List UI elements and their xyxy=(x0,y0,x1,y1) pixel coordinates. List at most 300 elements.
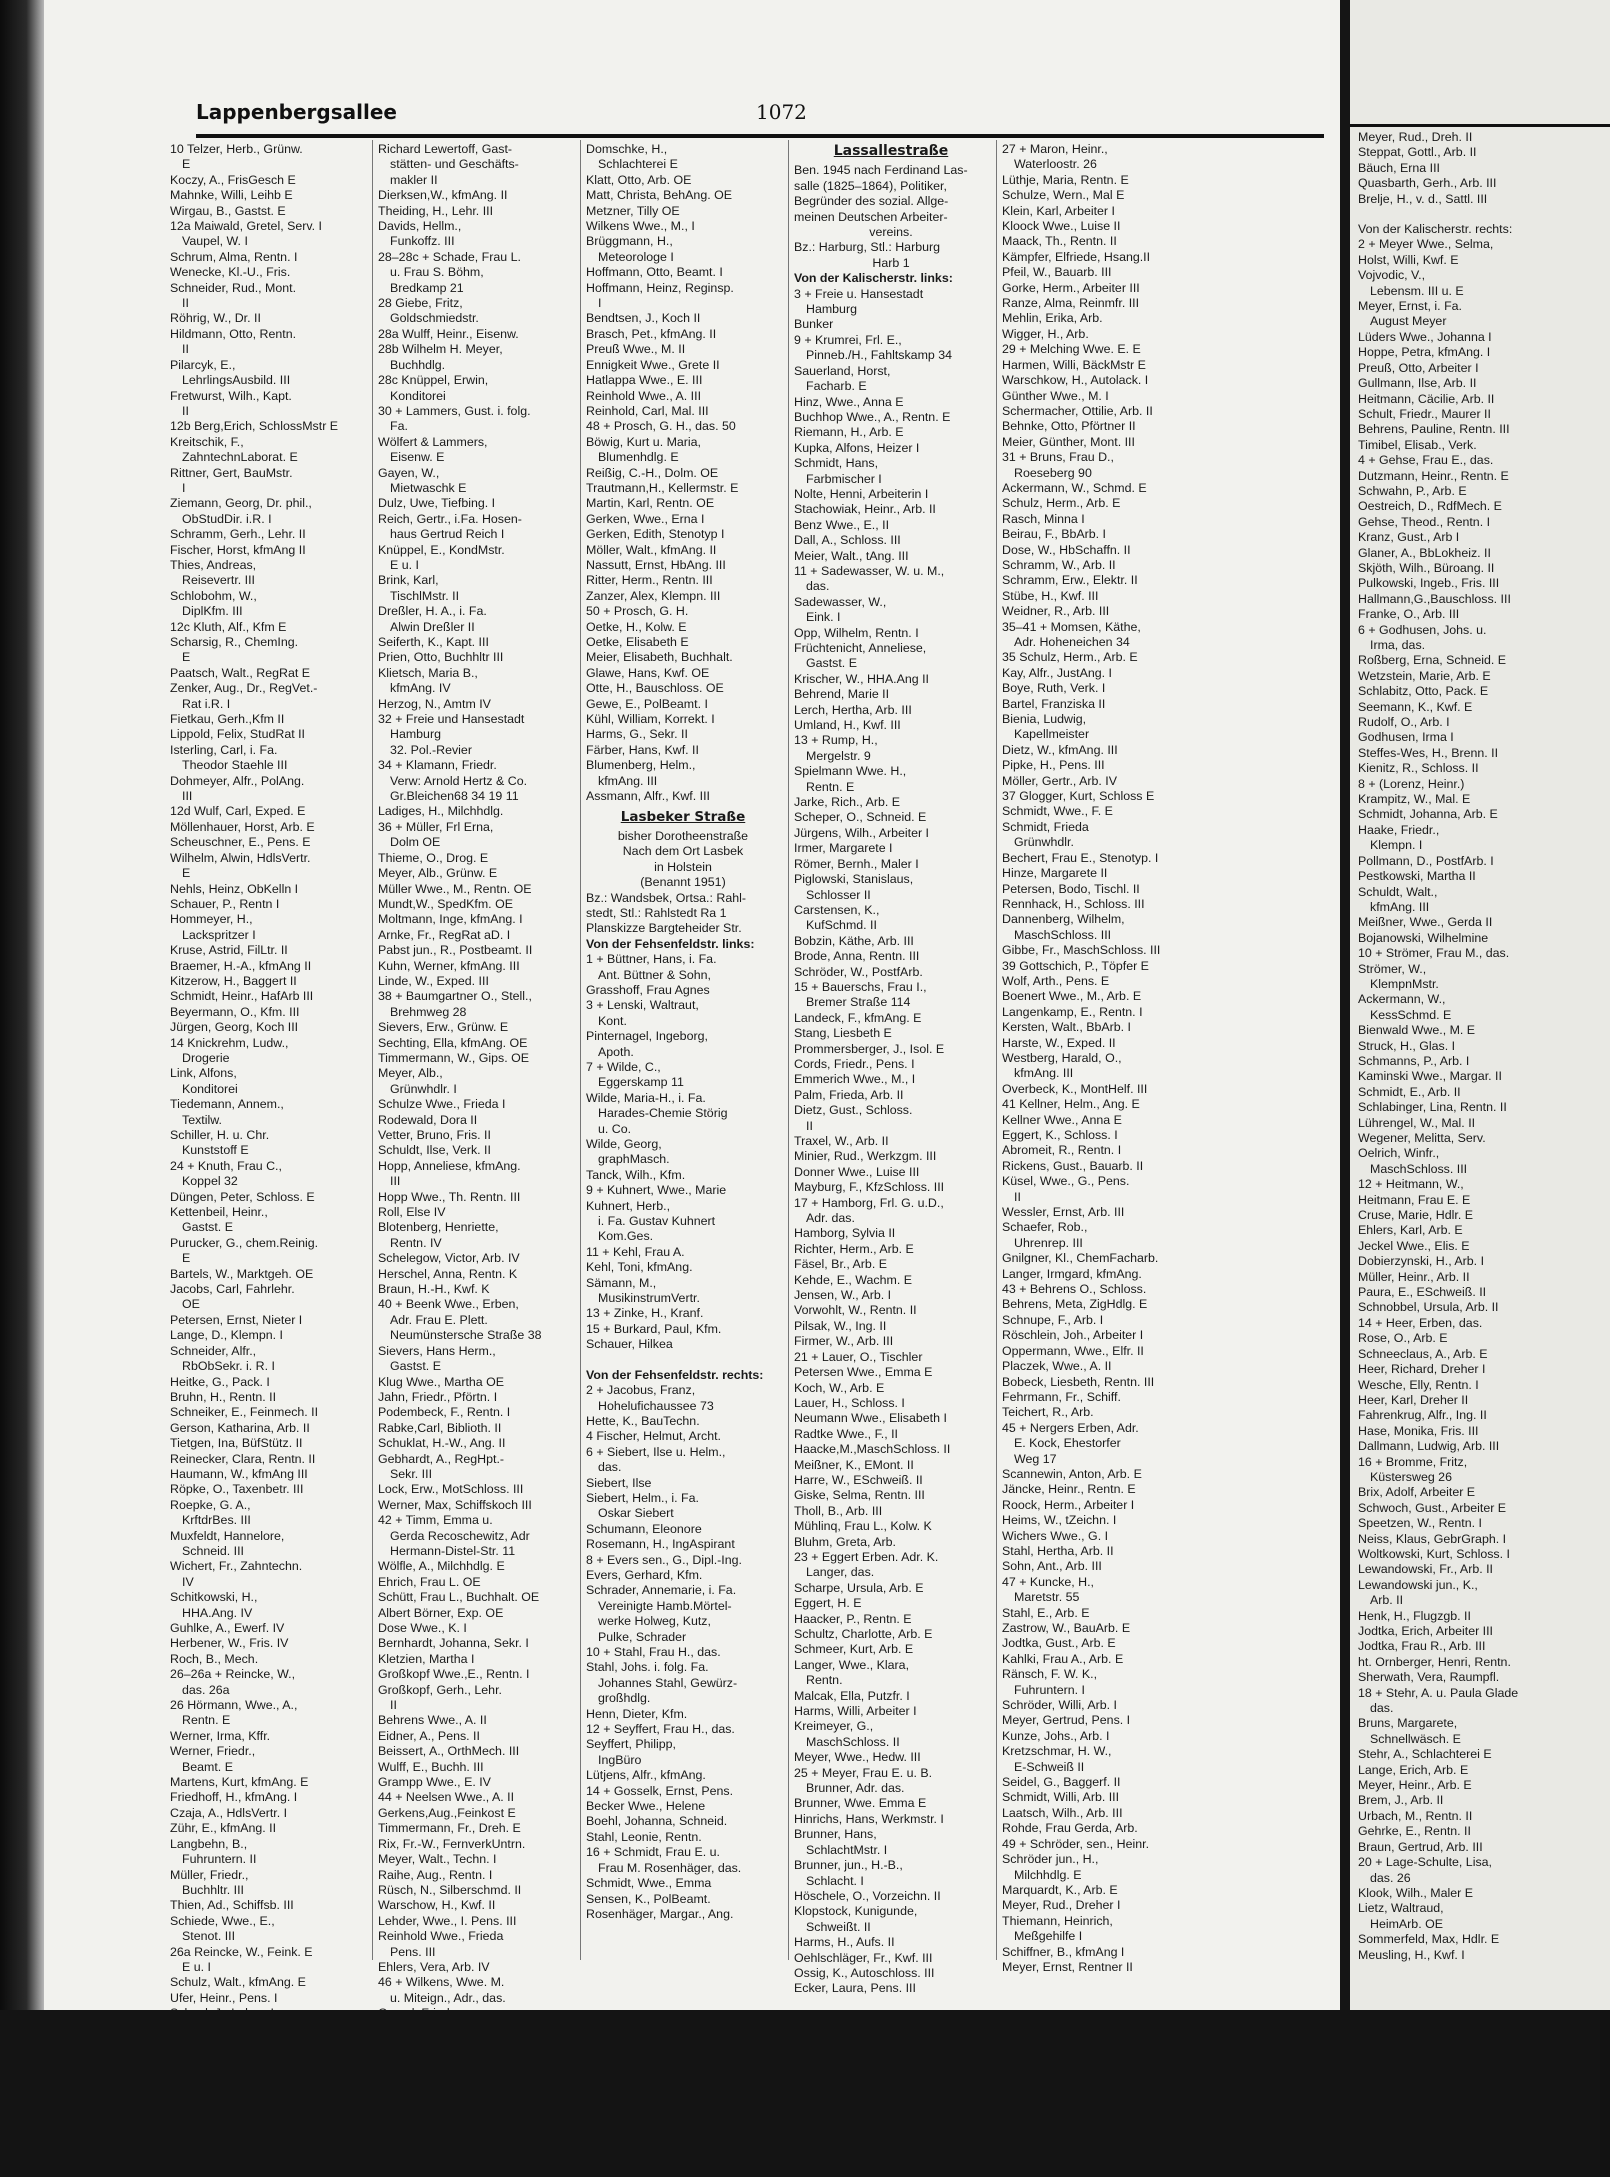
directory-entry-line: Buchhdlg. xyxy=(390,357,446,372)
directory-entry-line: Linde, W., Exped. III xyxy=(378,973,489,988)
directory-entry-line: Röpke, O., Taxenbetr. III xyxy=(170,1482,304,1497)
directory-entry-line: 18 + Stehr, A. u. Paula Glade xyxy=(1358,1685,1519,1700)
directory-entry-line: Ennigkeit Wwe., Grete II xyxy=(586,357,720,372)
directory-entry-line: Brehmweg 28 xyxy=(390,1004,467,1019)
directory-entry-line: großhdlg. xyxy=(598,1691,651,1706)
directory-entry-line: Roepke, G. A., xyxy=(170,1497,251,1512)
directory-entry-line: Hopp, Anneliese, kfmAng. xyxy=(378,1158,521,1173)
directory-entry-line: SchlachtMstr. I xyxy=(806,1842,888,1857)
directory-entry-line: Lewandowski jun., K., xyxy=(1358,1577,1478,1592)
directory-entry-line: Dose Wwe., K. I xyxy=(378,1621,467,1635)
directory-entry-line: Werner, Friedr., xyxy=(170,1744,256,1759)
directory-entry-line: 3 + Lenski, Waltraut, xyxy=(586,998,699,1013)
directory-entry-line: 4 + Gehse, Frau E., das. xyxy=(1358,453,1494,468)
directory-entry-line: 16 + Schmidt, Frau E. u. xyxy=(586,1845,720,1860)
directory-entry-line: Laatsch, Wilh., Arb. III xyxy=(1002,1805,1123,1820)
directory-entry-line: u. Miteign., Adr., das. xyxy=(390,1990,506,2005)
directory-entry-line: Sohn, Ant., Arb. III xyxy=(1002,1559,1102,1574)
directory-entry-line: Teichert, R., Arb. xyxy=(1002,1405,1094,1420)
directory-entry-line: 6 + Godhusen, Johs. u. xyxy=(1358,622,1487,637)
directory-entry-line: Gastst. E xyxy=(806,656,857,671)
directory-entry-line: Mergelstr. 9 xyxy=(806,748,871,763)
directory-entry-line: Grünwhdlr. xyxy=(1014,835,1074,850)
directory-entry-line: Brix, Adolf, Arbeiter E xyxy=(1358,1485,1476,1500)
directory-entry-line: MaschSchloss. III xyxy=(1014,927,1112,942)
directory-entry-line: Metzner, Tilly OE xyxy=(586,203,680,218)
directory-entry-line: Hildmann, Otto, Rentn. xyxy=(170,326,297,341)
directory-entry-line: 28b Wilhelm H. Meyer, xyxy=(378,342,503,357)
directory-entry-line: Kont. xyxy=(598,1013,627,1028)
directory-entry-line: Fischer, Horst, kfmAng II xyxy=(170,542,306,557)
directory-entry-line: Richter, Herm., Arb. E xyxy=(794,1241,914,1256)
header-street-name: Lappenbergsallee xyxy=(196,100,397,124)
directory-entry-line: Sadewasser, W., xyxy=(794,594,887,609)
directory-entry-line: Kranz, Gust., Arb I xyxy=(1358,530,1460,545)
directory-entry-line: Grünwhdlr. I xyxy=(390,1081,457,1096)
directory-entry-line: KlempnMstr. xyxy=(1370,976,1439,991)
directory-entry-line: Haacker, P., Rentn. E xyxy=(794,1611,912,1626)
directory-entry-line: LehrlingsAusbild. III xyxy=(182,373,291,388)
directory-entry-line: 38 + Baumgartner O., Stell., xyxy=(378,989,532,1004)
directory-entry-line: Meyer, Wwe., Hedw. III xyxy=(794,1750,921,1765)
column-divider xyxy=(788,140,789,1960)
directory-entry-line: 46 + Wilkens, Wwe. M. xyxy=(378,1975,505,1990)
directory-entry-line: DiplKfm. III xyxy=(182,604,243,619)
directory-entry-line: Klietsch, Maria B., xyxy=(378,665,478,680)
directory-entry-line: Schmidt, Hans, xyxy=(794,456,879,471)
directory-entry-line: Emmerich Wwe., M., I xyxy=(794,1072,916,1087)
directory-entry-line: Frau M. Rosenhäger, das. xyxy=(598,1860,742,1875)
directory-entry-line: Langbehn, B., xyxy=(170,1836,248,1851)
directory-entry-line: Kreimeyer, G., xyxy=(794,1719,874,1734)
directory-entry-line: Langenkamp, E., Rentn. I xyxy=(1002,1004,1143,1019)
directory-entry-line: Röhrig, W., Dr. II xyxy=(170,311,261,326)
directory-entry-line: Irmer, Margarete I xyxy=(794,841,893,856)
directory-entry-line: Carstensen, K., xyxy=(794,902,880,917)
directory-entry-line: 14 + Heer, Erben, das. xyxy=(1358,1315,1483,1330)
directory-entry-line: Timibel, Elisab., Verk. xyxy=(1358,437,1477,452)
directory-entry-line: Ladiges, H., Milchhdlg. xyxy=(378,804,504,819)
directory-entry-line: Dannenberg, Wilhelm, xyxy=(1002,912,1125,927)
directory-entry-line: Rentn. xyxy=(806,1673,843,1688)
directory-entry-line: Sommerfeld, Max, Hdlr. E xyxy=(1358,1932,1500,1947)
directory-entry-line: Grampp Wwe., E. IV xyxy=(378,1775,491,1790)
directory-entry-line: Lackspritzer I xyxy=(182,927,256,942)
directory-entry-line: Beyermann, O., Kfm. III xyxy=(170,1004,300,1019)
directory-entry-line: ht. Ornberger, Henri, Rentn. xyxy=(1358,1654,1511,1669)
directory-entry-line: Warschow, H., Kwf. II xyxy=(378,1898,496,1913)
directory-entry-line: Sievers, Erw., Grünw. E xyxy=(378,1020,509,1035)
directory-entry-line: Hette, K., BauTechn. xyxy=(586,1413,700,1428)
directory-entry-line: I xyxy=(598,296,602,311)
directory-entry-line: Wilde, Georg, xyxy=(586,1137,662,1151)
directory-entry-line: Nolte, Henni, Arbeiterin I xyxy=(794,486,929,501)
directory-entry-line xyxy=(586,1353,780,1368)
directory-entry-line: 7 + Wilde, C., xyxy=(586,1059,661,1074)
directory-entry-line: Gerken, Edith, Stenotyp I xyxy=(586,527,725,542)
directory-entry-line: Meyer, Ernst, i. Fa. xyxy=(1358,299,1462,314)
directory-entry-line: 30 + Lammers, Gust. i. folg. xyxy=(378,403,531,418)
directory-entry-line: Albert Börner, Exp. OE xyxy=(378,1605,504,1620)
directory-entry-line: Schröder jun., H., xyxy=(1002,1852,1099,1867)
directory-entry-line: Jürgen, Georg, Koch III xyxy=(170,1020,299,1035)
directory-entry-line: Hoppe, Petra, kfmAng. I xyxy=(1358,345,1491,360)
directory-entry-line: Stahl, Hertha, Arb. II xyxy=(1002,1543,1114,1558)
directory-entry-line: Adr. Frau E. Plett. xyxy=(390,1312,488,1327)
directory-entry-line: Kunze, Johs., Arb. I xyxy=(1002,1728,1110,1743)
directory-entry-line: vereins. xyxy=(869,225,913,240)
directory-entry-line: Fuhruntern. II xyxy=(182,1852,257,1867)
directory-entry-line: Apoth. xyxy=(598,1044,634,1059)
directory-entry-line: Lehder, Wwe., I. Pens. III xyxy=(378,1913,517,1928)
directory-entry-line: Dolm OE xyxy=(390,835,441,850)
directory-entry-line: Gebhardt, A., RegHpt.- xyxy=(378,1451,505,1466)
directory-entry-line: Pipke, H., Pens. III xyxy=(1002,758,1105,773)
directory-entry-line: Rickens, Gust., Bauarb. II xyxy=(1002,1158,1144,1173)
directory-entry-line: HeimArb. OE xyxy=(1370,1916,1443,1931)
directory-entry-line: Schramm, Gerh., Lehr. II xyxy=(170,527,306,542)
directory-entry-line: Brelje, H., v. d., Sattl. III xyxy=(1358,191,1488,206)
directory-entry-line: Harades-Chemie Störig xyxy=(598,1106,728,1121)
directory-entry-line: Vetter, Bruno, Fris. II xyxy=(378,1128,491,1142)
directory-entry-line: Schneider, Rud., Mont. xyxy=(170,280,297,295)
directory-entry-line: Stahl, Johs. i. folg. Fa. xyxy=(586,1660,709,1675)
directory-entry-line: Schwahn, P., Arb. E xyxy=(1358,483,1467,498)
directory-entry-line: 14 + Gosselk, Ernst, Pens. xyxy=(586,1783,734,1798)
directory-entry-line: Schiede, Wwe., E., xyxy=(170,1913,275,1928)
directory-entry-line: Küsel, Wwe., G., Pens. xyxy=(1002,1174,1130,1189)
directory-entry-line: Pinneb./H., Fahltskamp 34 xyxy=(806,348,953,363)
directory-entry-line: Ziemann, Georg, Dr. phil., xyxy=(170,496,312,511)
directory-entry-line: Moltmann, Inge, kfmAng. I xyxy=(378,912,523,927)
directory-entry-line: Sensen, K., PolBeamt. xyxy=(586,1891,711,1906)
column-divider xyxy=(580,140,581,1960)
directory-entry-line: Dietz, Gust., Schloss. xyxy=(794,1103,913,1118)
directory-entry-line: Dierksen,W., kfmAng. II xyxy=(378,188,508,203)
directory-entry-line: Schuklat, H.-W., Ang. II xyxy=(378,1436,506,1451)
directory-entry-line: Donner Wwe., Luise III xyxy=(794,1164,920,1179)
directory-entry-line: Piglowski, Stanislaus, xyxy=(794,872,914,887)
directory-entry-line: Meyer, Ernst, Rentner II xyxy=(1002,1959,1133,1974)
directory-entry-line: Fehrmann, Fr., Schiff. xyxy=(1002,1389,1121,1404)
directory-entry-line: Kloock Wwe., Luise II xyxy=(1002,219,1121,234)
directory-entry-line: Großkopf Wwe.,E., Rentn. I xyxy=(378,1667,530,1682)
directory-entry-line: Schneiker, E., Feinmech. II xyxy=(170,1405,319,1420)
directory-entry-line: Schmidt, E., Arb. II xyxy=(1358,1084,1461,1099)
directory-entry-line: Arb. II xyxy=(1370,1593,1404,1608)
directory-entry-line: Müller, Heinr., Arb. II xyxy=(1358,1269,1470,1284)
directory-entry-line: Wölfert & Lammers, xyxy=(378,434,488,449)
directory-entry-line: RbObSekr. i. R. I xyxy=(182,1359,275,1374)
directory-column-1 xyxy=(170,142,364,2005)
directory-entry-line: MaschSchloss. III xyxy=(1370,1161,1468,1176)
directory-entry-line: salle (1825–1864), Politiker, xyxy=(794,178,947,193)
header-page-number: 1072 xyxy=(756,100,807,124)
directory-entry-line: Schwoch, Gust., Arbeiter E xyxy=(1358,1500,1507,1515)
directory-entry-line: E u. I xyxy=(182,1959,211,1974)
directory-entry-line: 35 Schulz, Herm., Arb. E xyxy=(1002,650,1138,665)
directory-entry-line: Brunner, Wwe. Emma E xyxy=(794,1796,927,1811)
directory-entry-line: 9 + Krumrei, Frl. E., xyxy=(794,332,902,347)
directory-entry-line: Konditorei xyxy=(390,388,446,403)
directory-entry-line: Thien, Ad., Schiffsb. III xyxy=(170,1898,294,1913)
directory-entry-line: III xyxy=(182,789,193,804)
directory-entry-line: 10 + Strömer, Frau M., das. xyxy=(1358,946,1510,961)
directory-entry-line: Kehde, E., Wachm. E xyxy=(794,1272,912,1287)
directory-entry-line: Oskar Siebert xyxy=(598,1506,674,1521)
directory-entry-line: Vorwohlt, W., Rentn. II xyxy=(794,1303,917,1318)
directory-entry-line: Schmeer, Kurt, Arb. E xyxy=(794,1642,914,1657)
directory-entry-line: Färber, Hans, Kwf. II xyxy=(586,742,699,757)
directory-entry-line: E xyxy=(182,157,191,172)
next-page-column xyxy=(1358,130,1598,1970)
directory-entry-line: Koppel 32 xyxy=(182,1174,238,1189)
directory-entry-line: II xyxy=(182,403,189,418)
directory-entry-line: Kletzien, Martha I xyxy=(378,1651,475,1666)
directory-entry-line: Ant. Büttner & Sohn, xyxy=(598,967,711,982)
directory-entry-line: Rix, Fr.-W., FernverkUntrn. xyxy=(378,1836,526,1851)
directory-entry-line: Kahlki, Frau A., Arb. E xyxy=(1002,1651,1124,1666)
directory-entry-line: Klook, Wilh., Maler E xyxy=(1358,1885,1473,1900)
directory-entry-line: Stenot. III xyxy=(182,1929,236,1944)
directory-entry-line: Pinternagel, Ingeborg, xyxy=(586,1029,708,1044)
directory-entry-line: Rentn. E xyxy=(806,779,855,794)
directory-entry-line: makler II xyxy=(390,172,438,187)
directory-entry-line: Rudolf, O., Arb. I xyxy=(1358,715,1450,730)
directory-entry-line: Müller Wwe., M., Rentn. OE xyxy=(378,881,532,896)
scan-dark-bottom xyxy=(0,2010,1600,2177)
directory-entry-line: 4 Fischer, Helmut, Archt. xyxy=(586,1429,721,1444)
directory-entry-line: Tietgen, Ina, BüfStütz. II xyxy=(170,1436,303,1451)
directory-entry-line: Schmidt, Wwe., Emma xyxy=(586,1876,712,1891)
directory-entry-line: Petersen, Ernst, Nieter I xyxy=(170,1312,303,1327)
directory-entry-line: Heer, Karl, Dreher II xyxy=(1358,1392,1469,1407)
directory-entry-line: Dreßler, H. A., i. Fa. xyxy=(378,604,487,619)
directory-entry-line: Von der Kalischerstr. links: xyxy=(794,271,953,286)
directory-entry-line: 44 + Neelsen Wwe., A. II xyxy=(378,1790,515,1805)
directory-entry-line: Purucker, G., chem.Reinig. xyxy=(170,1235,319,1250)
directory-entry-line: Kunststoff E xyxy=(182,1143,249,1158)
directory-entry-line: 48 + Prosch, G. H., das. 50 xyxy=(586,419,736,434)
directory-entry-line: Opp, Wilhelm, Rentn. I xyxy=(794,625,919,640)
directory-entry-line: Dohmeyer, Alfr., PolAng. xyxy=(170,773,305,788)
directory-entry-line: August Meyer xyxy=(1370,314,1447,329)
directory-entry-line: Meßgehilfe I xyxy=(1014,1929,1083,1944)
directory-entry-line: Oehlschläger, Fr., Kwf. III xyxy=(794,1950,933,1965)
directory-entry-line: Schumann, Eleonore xyxy=(586,1521,702,1536)
directory-entry-line: Lippold, Felix, StudRat II xyxy=(170,727,305,742)
directory-entry-line: Theodor Staehle III xyxy=(182,758,288,773)
directory-entry-line: Reinhold, Carl, Mal. III xyxy=(586,403,709,418)
directory-entry-line: Beamt. E xyxy=(182,1759,233,1774)
directory-entry-line: Wetzstein, Marie, Arb. E xyxy=(1358,668,1491,683)
directory-entry-line: Landeck, F., kfmAng. E xyxy=(794,1010,922,1025)
directory-entry-line: Maretstr. 55 xyxy=(1014,1590,1080,1605)
directory-entry-line: Umland, H., Kwf. III xyxy=(794,718,901,733)
directory-entry-line: Müller, Friedr., xyxy=(170,1867,249,1882)
directory-entry-line: Lüthje, Maria, Rentn. E xyxy=(1002,172,1129,187)
directory-entry-line: 26–26a + Reincke, W., xyxy=(170,1667,296,1682)
directory-entry-line: Friedhoff, H., kfmAng. I xyxy=(170,1790,298,1805)
directory-entry-line: Begründer des sozial. Allge- xyxy=(794,194,949,209)
directory-entry-line: Bechert, Frau E., Stenotyp. I xyxy=(1002,850,1159,865)
directory-entry-line: Seemann, K., Kwf. E xyxy=(1358,699,1473,714)
directory-entry-line: Meyer, Gertrud, Pens. I xyxy=(1002,1713,1131,1728)
directory-entry-line: Pfeil, W., Bauarb. III xyxy=(1002,265,1112,280)
directory-entry-line: E-Schweiß II xyxy=(1014,1759,1085,1774)
directory-entry-line: 49 + Schröder, sen., Heinr. xyxy=(1002,1836,1150,1851)
directory-entry-line: Schweißt. II xyxy=(806,1919,871,1934)
directory-entry-line: Wulff, E., Buchh. III xyxy=(378,1759,484,1774)
directory-entry-line: Wenecke, Kl.-U., Fris. xyxy=(170,265,291,280)
directory-entry-line: Rentn. IV xyxy=(390,1235,442,1250)
directory-entry-line: Brüggmann, H., xyxy=(586,234,673,249)
directory-entry-line: Harmen, Willi, BäckMstr E xyxy=(1002,357,1146,372)
directory-entry-line: Lebensm. III u. E xyxy=(1370,283,1464,298)
directory-entry-line: 32 + Freie und Hansestadt xyxy=(378,712,525,727)
directory-entry-line: Werner, Max, Schiffskoch III xyxy=(378,1497,532,1512)
directory-entry-line: stedt, Stl.: Rahlstedt Ra 1 xyxy=(586,905,727,920)
directory-entry-line: Seidel, G., Baggerf. II xyxy=(1002,1775,1121,1790)
directory-entry-line: 13 + Rump, H., xyxy=(794,733,878,748)
directory-entry-line: Behrens, Pauline, Rentn. III xyxy=(1358,422,1510,437)
directory-entry-line: Kämpfer, Elfriede, Hsang.II xyxy=(1002,249,1151,264)
directory-entry-line: Holst, Willi, Kwf. E xyxy=(1358,252,1459,267)
directory-entry-line: Schlosser II xyxy=(806,887,871,902)
next-page-fragment xyxy=(1340,0,1610,2010)
directory-entry-line: Zanzer, Alex, Klempn. III xyxy=(586,588,721,603)
directory-entry-line: Lerch, Hertha, Arb. III xyxy=(794,702,912,717)
directory-entry-line: Krampitz, W., Mal. E xyxy=(1358,792,1471,807)
directory-entry-line: Harb 1 xyxy=(872,255,910,270)
directory-entry-line: II xyxy=(1014,1189,1021,1204)
directory-entry-line: Schneid. III xyxy=(182,1543,244,1558)
directory-entry-line: 20 + Lage-Schulte, Lisa, xyxy=(1358,1855,1492,1870)
directory-entry-line: Jacobs, Carl, Fahrlehr. xyxy=(170,1282,295,1297)
directory-entry-line: Oestreich, D., RdfMech. E xyxy=(1358,499,1502,514)
directory-entry-line: Hallmann,G.,Bauschloss. III xyxy=(1358,591,1511,606)
directory-entry-line: Möller, Gertr., Arb. IV xyxy=(1002,773,1117,788)
directory-entry-line: Kühl, William, Korrekt. I xyxy=(586,712,715,727)
directory-entry-line: Placzek, Wwe., A. II xyxy=(1002,1359,1112,1374)
directory-entry-line: Koczy, A., FrisGesch E xyxy=(170,172,296,187)
directory-entry-line: Martin, Karl, Rentn. OE xyxy=(586,496,715,511)
directory-entry-line: Kehl, Toni, kfmAng. xyxy=(586,1260,693,1275)
directory-entry-line: Oetke, Elisabeth E xyxy=(586,635,689,649)
directory-entry-line: Petersen Wwe., Emma E xyxy=(794,1365,933,1380)
directory-entry-line: Schnupe, F., Arb. I xyxy=(1002,1312,1104,1327)
directory-entry-line: 24 + Knuth, Frau C., xyxy=(170,1158,282,1173)
directory-entry-line: Otte, H., Bauschloss. OE xyxy=(586,681,724,696)
directory-entry-line: 28–28c + Schade, Frau L. xyxy=(378,249,521,264)
page-header xyxy=(196,100,1324,138)
directory-entry-line: 8 + (Lorenz, Heinr.) xyxy=(1358,776,1465,791)
directory-entry-line: Scharpe, Ursula, Arb. E xyxy=(794,1580,924,1595)
directory-entry-line: Thiemann, Heinrich, xyxy=(1002,1913,1113,1928)
directory-entry-line: Harms, H., Aufs. II xyxy=(794,1935,895,1950)
directory-entry-line: Ehlers, Vera, Arb. IV xyxy=(378,1959,490,1974)
directory-entry-line: Braun, Gertrud, Arb. III xyxy=(1358,1839,1483,1854)
directory-entry-line: Ränsch, F. W. K., xyxy=(1002,1667,1098,1682)
directory-entry-line: Muxfeldt, Hannelore, xyxy=(170,1528,285,1543)
directory-entry-line: Oppermann, Wwe., Elfr. II xyxy=(1002,1343,1144,1358)
directory-entry-line: I xyxy=(182,480,186,495)
directory-entry-line: Thieme, O., Drog. E xyxy=(378,850,489,865)
directory-entry-line: 47 + Kuncke, H., xyxy=(1002,1574,1094,1589)
directory-entry-line: Oetke, H., Kolw. E xyxy=(586,619,687,634)
directory-entry-line: Bz.: Harburg, Stl.: Harburg xyxy=(794,240,940,255)
directory-entry-line: Raihe, Aug., Rentn. I xyxy=(378,1867,493,1882)
directory-entry-line: Ehrich, Frau L. OE xyxy=(378,1574,481,1589)
directory-entry-line: Gerson, Katharina, Arb. II xyxy=(170,1420,310,1435)
directory-entry-line: Haacke,M.,MaschSchloss. II xyxy=(794,1442,951,1457)
directory-entry-line: Traxel, W., Arb. II xyxy=(794,1134,889,1148)
directory-entry-line: Behrens, Meta, ZigHdlg. E xyxy=(1002,1297,1148,1312)
directory-entry-line: 16 + Bromme, Fritz, xyxy=(1358,1454,1468,1469)
directory-entry-line: Ehlers, Karl, Arb. E xyxy=(1358,1223,1463,1238)
directory-entry-line: Prommersberger, J., Isol. E xyxy=(794,1041,945,1056)
directory-entry-line: Pestkowski, Martha II xyxy=(1358,869,1476,884)
directory-entry-line: Facharb. E xyxy=(806,379,867,394)
directory-entry-line: Sherwath, Vera, Raumpfl. xyxy=(1358,1670,1500,1685)
directory-entry-line: Ranze, Alma, Reinmfr. III xyxy=(1002,296,1140,311)
directory-entry-line: Roock, Herm., Arbeiter I xyxy=(1002,1497,1135,1512)
directory-entry-line: Theiding, H., Lehr. III xyxy=(378,203,494,218)
directory-entry-line: Kay, Alfr., JustAng. I xyxy=(1002,665,1112,680)
directory-entry-line: Bruhn, H., Rentn. II xyxy=(170,1389,277,1404)
directory-column-4 xyxy=(794,142,988,1996)
directory-entry-line: u. Frau S. Böhm, xyxy=(390,265,484,280)
directory-entry-line: Werner, Irma, Kffr. xyxy=(170,1728,271,1743)
directory-entry-line: Eisenw. E xyxy=(390,450,445,465)
directory-entry-line: Hinz, Wwe., Anna E xyxy=(794,394,904,409)
directory-entry-line: Wichers Wwe., G. I xyxy=(1002,1528,1109,1543)
directory-entry-line: Dose, W., HbSchaffn. II xyxy=(1002,542,1131,557)
directory-entry-line: 12a Maiwald, Gretel, Serv. I xyxy=(170,219,322,234)
directory-entry-line: Mietwaschk E xyxy=(390,480,467,495)
directory-entry-line: 36 + Müller, Frl Erna, xyxy=(378,819,494,834)
directory-entry-line: Czaja, A., HdlsVertr. I xyxy=(170,1805,288,1820)
directory-entry-line: Schitkowski, H., xyxy=(170,1590,258,1605)
directory-entry-line: Meier, Walt., tAng. III xyxy=(794,548,909,563)
directory-entry-line: E xyxy=(182,866,191,881)
directory-entry-line: 45 + Nergers Erben, Adr. xyxy=(1002,1420,1139,1435)
directory-entry-line: Westberg, Harald, O., xyxy=(1002,1050,1122,1065)
directory-entry-line: 34 + Klamann, Friedr. xyxy=(378,758,497,773)
directory-entry-line: Planskizze Bargteheider Str. xyxy=(586,921,742,936)
directory-entry-line: 12c Kluth, Alf., Kfm E xyxy=(170,619,287,634)
directory-entry-line: Farbmischer I xyxy=(806,471,882,486)
directory-entry-line: Beirau, F., BbArb. I xyxy=(1002,527,1106,542)
directory-entry-line: Giske, Selma, Rentn. III xyxy=(794,1488,925,1503)
directory-entry-line: kfmAng. IV xyxy=(390,681,451,696)
directory-entry-line: Buchhltr. III xyxy=(182,1882,244,1897)
directory-entry-line: Rabke,Carl, Biblioth. II xyxy=(378,1420,502,1435)
directory-entry-line: Woltkowski, Kurt, Schloss. I xyxy=(1358,1546,1510,1561)
directory-entry-line: Bobeck, Liesbeth, Rentn. III xyxy=(1002,1374,1155,1389)
directory-entry-line: Schult, Friedr., Maurer II xyxy=(1358,406,1491,421)
directory-entry-line: Von der Kalischerstr. rechts: xyxy=(1358,222,1513,237)
directory-entry-line: Grasshoff, Frau Agnes xyxy=(586,982,710,997)
directory-entry-line: Jodtka, Gust., Arb. E xyxy=(1002,1636,1116,1651)
directory-entry-line: 3 + Freie u. Hansestadt xyxy=(794,286,924,301)
directory-entry-line: Scheper, O., Schneid. E xyxy=(794,810,927,825)
directory-entry-line: Fa. xyxy=(390,419,408,434)
directory-entry-line: Meusling, H., Kwf. I xyxy=(1358,1947,1465,1962)
directory-entry-line: Mahnke, Willi, Leihb E xyxy=(170,188,293,203)
directory-entry-line: Bluhm, Greta, Arb. xyxy=(794,1534,896,1549)
directory-entry-line: Glaner, A., BbLokheiz. II xyxy=(1358,545,1491,560)
